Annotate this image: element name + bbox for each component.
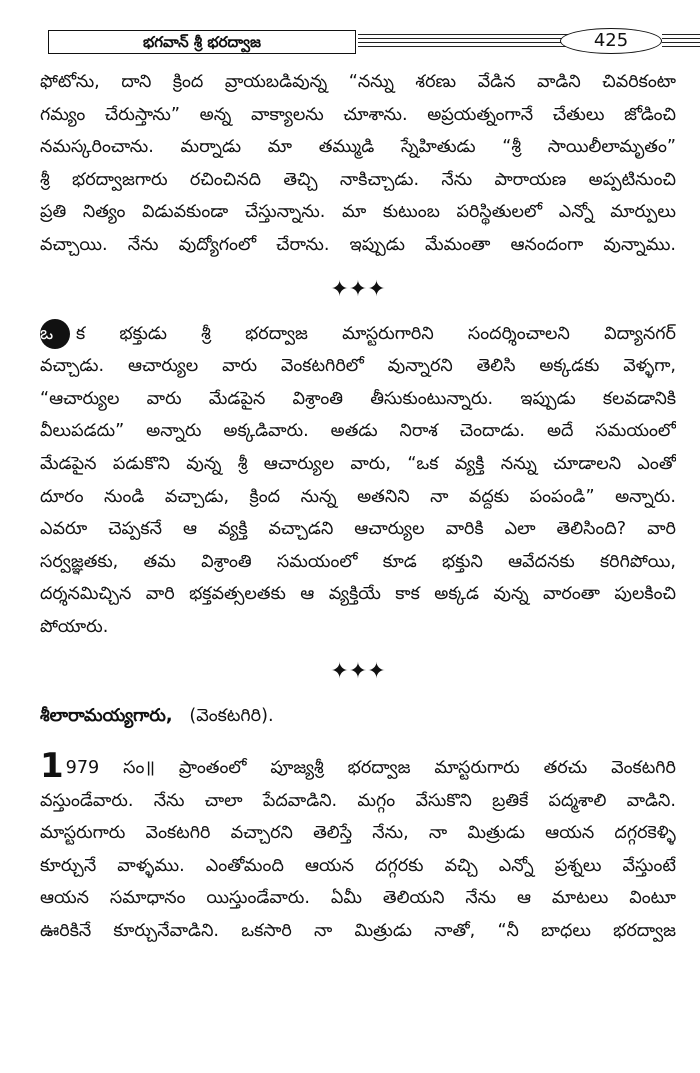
- text-line: వచ్చాడు. ఆచార్యుల వారు వెంకటగిరిలో వున్నారని తెలిసి అక్కడకు వెళ్ళగా,: [40, 356, 676, 377]
- section-heading: [40, 700, 676, 733]
- header-rules-right: [662, 34, 700, 48]
- page-header: [40, 24, 680, 58]
- text-line: పోయారు.: [40, 616, 109, 637]
- text-line: ఎవరూ చెప్పకనే ఆ వ్యక్తి వచ్చాడని ఆచార్యుల వారికి ఎలా తెలిసింది? వారి: [40, 519, 676, 540]
- page-number: 425: [560, 28, 662, 54]
- text-line: దూరం నుండి వచ్చాడు, క్రింద నున్న అతనిని నా వద్దకు పంపండి” అన్నారు.: [40, 486, 676, 507]
- drop-cap: ఒ: [40, 319, 70, 349]
- text-line: ఆయన సమాధానం యిస్తుండేవారు. ఏమీ తెలియని నేను ఆ మాటలు వింటూ: [40, 888, 676, 909]
- paragraph-2: [40, 318, 676, 644]
- text-line: శ్రీ భరద్వాజగారు రచించినది తెచ్చి నాకిచ్చాడు. నేను పారాయణ అప్పటినుంచి: [40, 169, 676, 190]
- text-line-content: క భక్తుడు శ్రీ భరద్వాజ మాస్టరుగారిని సందర్శించాలని విద్యానగర్: [76, 323, 676, 344]
- page-body: [40, 66, 676, 948]
- text-line: వీలుపడదు” అన్నారు అక్కడివారు. అతడు నిరాశ చెందాడు. అదే సమయంలో: [40, 421, 676, 442]
- text-line: ఫోటోను, దాని క్రింద వ్రాయబడివున్న “నన్ను శరణు వేడిన వాడిని చివరికంటా: [40, 72, 676, 92]
- section-separator: ✦✦✦: [330, 276, 386, 302]
- text-line: కూర్చునే వాళ్ళము. ఎంతోమంది ఆయన దగ్గరకు వచ్చి ఎన్నో ప్రశ్నలు వేస్తుంటే: [40, 855, 676, 876]
- text-line: “ఆచార్యుల వారు మేడపైన విశ్రాంతి తీసుకుంటున్నారు. ఇప్పుడు కలవడానికి: [40, 388, 676, 409]
- person-name: శీలారామయ్యగారు,: [40, 705, 173, 726]
- text-line: వచ్చాయి. నేను వుద్యోగంలో చేరాను. ఇప్పుడు మేమంతా ఆనందంగా వున్నాము.: [40, 234, 676, 255]
- text-line: మేడపైన పడుకొని వున్న శ్రీ ఆచార్యుల వారు, “ఒక వ్యక్తి నన్ను చూడాలని ఎంతో: [40, 453, 676, 474]
- text-line: సర్వజ్ఞతకు, తమ విశ్రాంతి సమయంలో కూడ భక్తుని ఆవేదనకు కరిగిపోయి,: [40, 551, 676, 572]
- section-separator: ✦✦✦: [330, 658, 386, 684]
- paragraph-3: [40, 750, 676, 948]
- paragraph-1: [40, 66, 676, 262]
- place-name: (వెంకటగిరి).: [189, 705, 274, 726]
- drop-cap: 1: [40, 750, 64, 785]
- text-line: [40, 750, 676, 785]
- text-line: మాస్టరుగారు వెంకటగిరి వచ్చారని తెలిస్తే నేను, నా మిత్రుడు ఆయన దగ్గరకెళ్ళి: [40, 823, 676, 844]
- text-line: నమస్కరించాను. మర్నాడు మా తమ్ముడి స్నేహితుడు “శ్రీ సాయిలీలామృతం”: [40, 137, 676, 158]
- text-line: వస్తుండేవారు. నేను చాలా పేదవాడిని. మగ్గం వేసుకొని బ్రతికే పద్మశాలి వాడిని.: [40, 790, 676, 811]
- text-line: ప్రతి నిత్యం విడువకుండా చేస్తున్నాను. మా కుటుంబ పరిస్థితులలో ఎన్నో మార్పులు: [40, 202, 676, 223]
- text-line: [40, 318, 676, 351]
- text-line: ఊరికినే కూర్చునేవాడిని. ఒకసారి నా మిత్రుడు నాతో, “నీ బాధలు భరద్వాజ: [40, 921, 676, 942]
- running-title: భగవాన్ శ్రీ భరద్వాజ: [48, 30, 356, 54]
- text-line-content: 979 సం॥ ప్రాంతంలో పూజ్యశ్రీ భరద్వాజ మాస్టరుగారు తరచు వెంకటగిరి: [65, 758, 676, 779]
- spacer: [40, 732, 676, 750]
- text-line: గమ్యం చేరుస్తాను” అన్న వాక్యాలను చూశాను. అప్రయత్నంగానే చేతులు జోడించి: [40, 104, 676, 125]
- text-line: దర్శనమిచ్చిన వారి భక్తవత్సలతకు ఆ వ్యక్తియే కాక అక్కడ వున్న వారంతా పులకించి: [40, 584, 676, 605]
